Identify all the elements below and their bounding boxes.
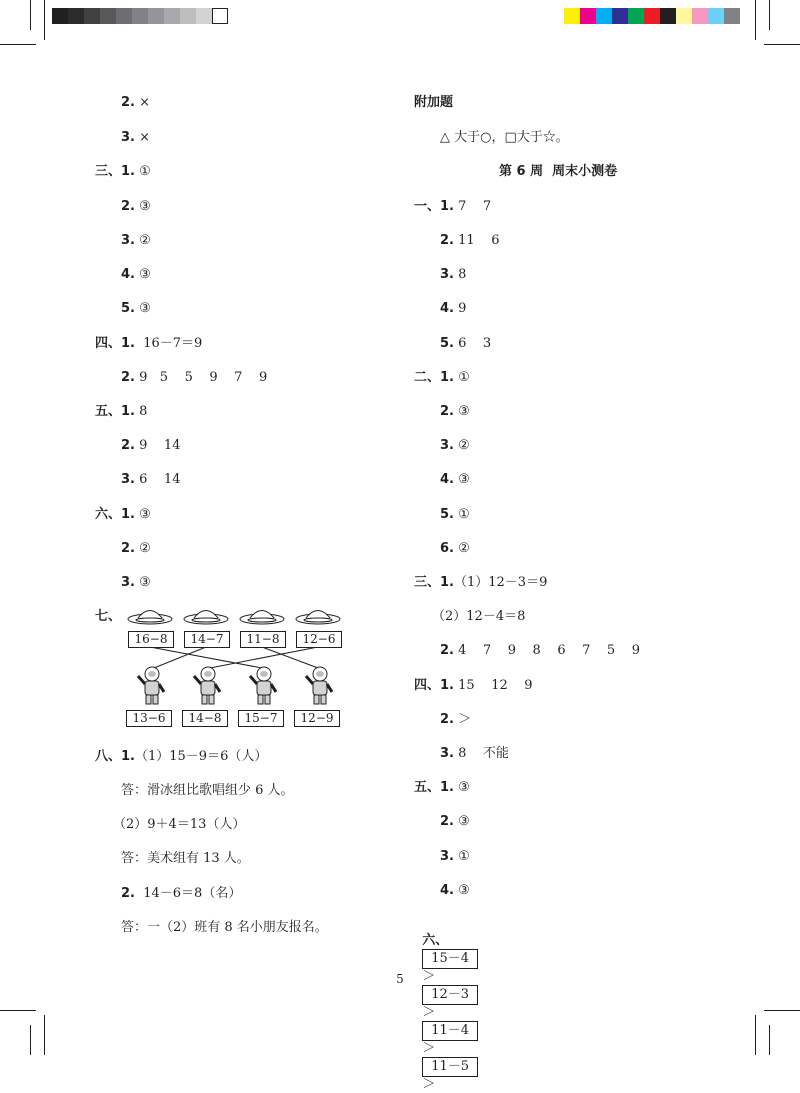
answer-line: 2. 14－6＝8（名）: [121, 886, 242, 901]
answer-line: 5. ①: [440, 507, 470, 522]
greater-than: ＞: [422, 969, 436, 984]
ufo-icon: [184, 611, 228, 625]
crop-mark: [755, 1015, 756, 1055]
gray-swatch: [212, 8, 228, 24]
color-swatch: [628, 8, 644, 24]
crop-mark: [769, 1025, 770, 1055]
answer-line: 3. ×: [121, 130, 151, 145]
section-line: 一、1. 7 7: [414, 199, 492, 214]
astronaut-label: 13−6: [126, 710, 172, 727]
color-swatch: [580, 8, 596, 24]
section-line: 五、1. 8: [95, 404, 148, 419]
answer-line: 4. ③: [440, 883, 470, 898]
astronaut-label: 15−7: [238, 710, 284, 727]
color-swatch: [612, 8, 628, 24]
order-box: 11－4: [422, 1021, 478, 1041]
crop-mark: [0, 44, 36, 45]
color-swatch: [564, 8, 580, 24]
order-box: 15－4: [422, 949, 478, 969]
answer-line: 4. ③: [121, 267, 151, 282]
answer-line: 2. ③: [121, 199, 151, 214]
ufo-icon: [240, 611, 284, 625]
gray-swatch: [196, 8, 212, 24]
answer-line: 6. ②: [440, 541, 470, 556]
color-swatch: [596, 8, 612, 24]
answer-line: 2. 11 6: [440, 233, 500, 248]
ufo-icon: [128, 611, 172, 625]
answer-line: 3. ②: [440, 438, 470, 453]
order-box: 11－5: [422, 1057, 478, 1077]
answer-line: 答：滑冰组比歌唱组少 6 人。: [121, 783, 294, 798]
gray-swatch: [132, 8, 148, 24]
answer-line: 5. ③: [121, 301, 151, 316]
crop-mark: [769, 0, 770, 30]
greater-than: ＞: [422, 1041, 436, 1056]
matching-figure: [120, 600, 350, 730]
gray-swatch: [52, 8, 68, 24]
color-swatch: [644, 8, 660, 24]
section-line: 四、1. 16－7＝9: [95, 336, 203, 351]
answer-line: 2. ＞: [440, 712, 472, 727]
gray-swatch: [116, 8, 132, 24]
answer-line: 2. 9 14: [121, 438, 181, 453]
answer-line: 3. ①: [440, 849, 470, 864]
answer-line: 2. ×: [121, 95, 151, 110]
crop-mark: [764, 44, 800, 45]
crop-mark: [755, 0, 756, 40]
order-box: 12－3: [422, 985, 478, 1005]
section-line: 七、: [95, 609, 122, 624]
answer-line: 2. ③: [440, 404, 470, 419]
astronaut-icon: [194, 667, 220, 704]
answer-line: 答：美术组有 13 人。: [121, 851, 250, 866]
answer-line: 3. 8 不能: [440, 746, 509, 761]
crop-mark: [764, 1010, 800, 1011]
color-swatch: [724, 8, 740, 24]
crop-mark: [0, 1010, 36, 1011]
crop-mark: [30, 0, 31, 30]
extra-question-title: 附加题: [414, 95, 454, 110]
answer-line: 3. ②: [121, 233, 151, 248]
section-line: 三、1. ①: [95, 164, 151, 179]
color-swatch: [676, 8, 692, 24]
section-line: 六、1. ③: [95, 507, 151, 522]
ufo-icon: [296, 611, 340, 625]
greater-than: ＞: [422, 1005, 436, 1020]
answer-line: 答：一（2）班有 8 名小朋友报名。: [121, 920, 328, 935]
answer-line: 3. 8: [440, 267, 467, 282]
answer-line: （2）9＋4＝13（人）: [113, 817, 246, 832]
section-line: 三、1.（1）12－3＝9: [414, 575, 548, 590]
ordering-line: 六、 15－4 ＞ 12－3 ＞ 11－4 ＞ 11－5 ＞: [414, 917, 478, 1093]
ufo-label: 11−8: [240, 631, 286, 648]
astronaut-label: 14−8: [182, 710, 228, 727]
ufo-label: 16−8: [128, 631, 174, 648]
section-line: 八、1.（1）15－9＝6（人）: [95, 749, 268, 764]
greater-than: ＞: [422, 1077, 436, 1092]
answer-line: 2. 4 7 9 8 6 7 5 9: [440, 643, 640, 658]
section-line: 五、1. ③: [414, 780, 470, 795]
answer-line: 3. ③: [121, 575, 151, 590]
answer-line: 5. 6 3: [440, 336, 492, 351]
answer-line: 3. 6 14: [121, 472, 181, 487]
gray-swatch: [84, 8, 100, 24]
gray-swatch: [148, 8, 164, 24]
astronaut-icon: [250, 667, 276, 704]
ufo-label: 12−6: [296, 631, 342, 648]
answer-line: 2. ③: [440, 814, 470, 829]
crop-mark: [44, 0, 45, 40]
crop-mark: [30, 1025, 31, 1055]
answer-line: 4. ③: [440, 472, 470, 487]
gray-swatch: [164, 8, 180, 24]
section-line: 四、1. 15 12 9: [414, 678, 533, 693]
answer-line: 2. 9 5 5 9 7 9: [121, 370, 268, 385]
answer-line: 2. ②: [121, 541, 151, 556]
color-swatch: [660, 8, 676, 24]
crop-mark: [44, 1015, 45, 1055]
color-swatch: [708, 8, 724, 24]
astronaut-label: 12−9: [294, 710, 340, 727]
ufo-label: 14−7: [184, 631, 230, 648]
quiz-title: 第 6 周 周末小测卷: [499, 164, 618, 179]
gray-swatch: [180, 8, 196, 24]
grayscale-bar: [52, 8, 228, 24]
gray-swatch: [68, 8, 84, 24]
astronaut-icon: [138, 667, 164, 704]
answer-line: （2）12－4＝8: [432, 609, 526, 624]
astronaut-icon: [306, 667, 332, 704]
section-line: 二、1. ①: [414, 370, 470, 385]
extra-answer: △ 大于○，□大于☆。: [440, 130, 569, 145]
answer-line: 4. 9: [440, 301, 467, 316]
color-bar: [564, 8, 740, 24]
page-number: 5: [396, 972, 404, 986]
color-swatch: [692, 8, 708, 24]
gray-swatch: [100, 8, 116, 24]
matching-lines: [150, 647, 318, 668]
